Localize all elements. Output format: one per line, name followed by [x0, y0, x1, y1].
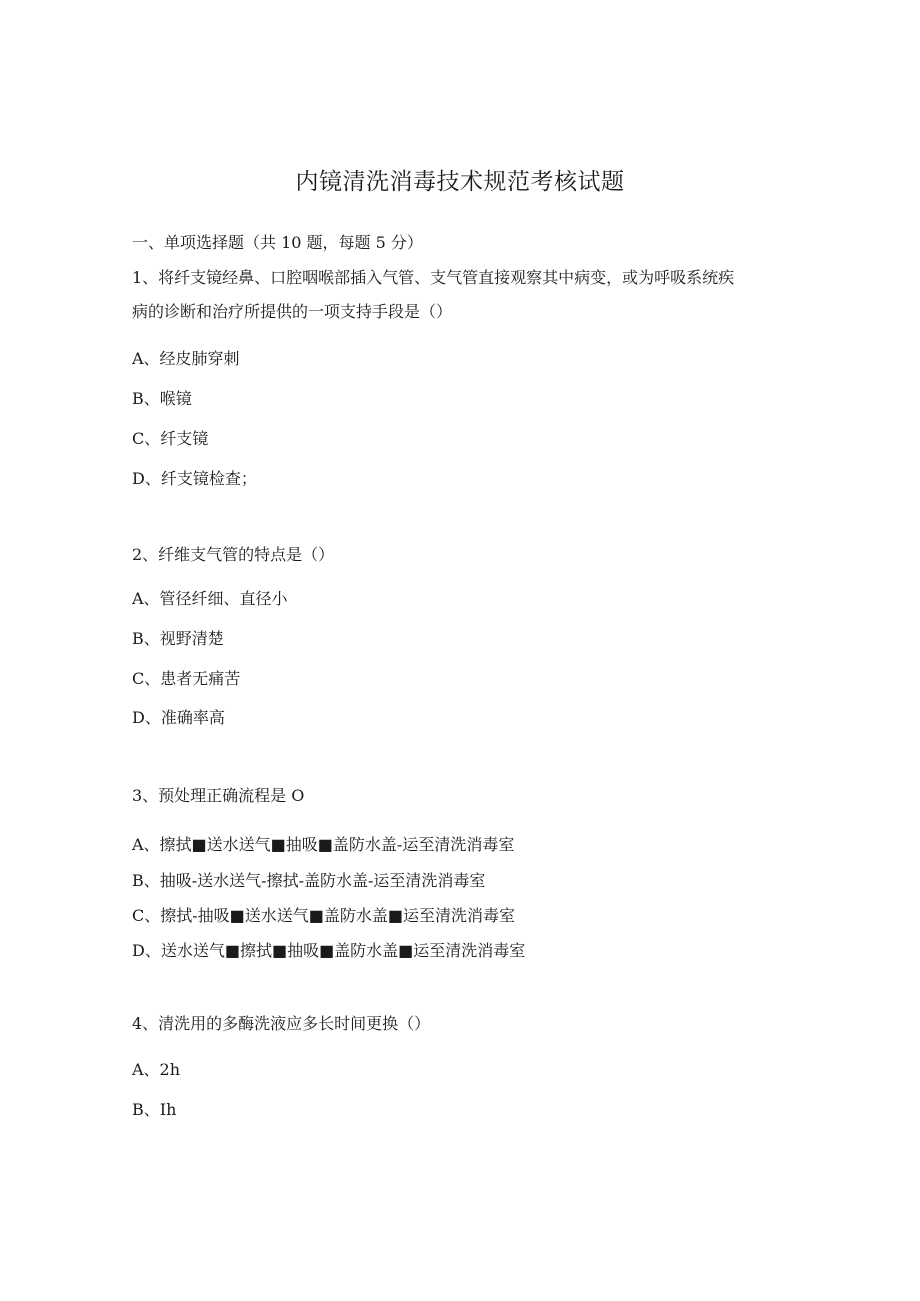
question-2-stem: 2、纤维支气管的特点是（）: [132, 545, 335, 564]
question-2-option-a: A、管径纤细、直径小: [132, 589, 288, 608]
question-4-option-a: A、2h: [132, 1060, 181, 1079]
question-1-option-b: B、喉镜: [132, 389, 192, 408]
question-1-stem-line-2: 病的诊断和治疗所提供的一项支持手段是（）: [132, 302, 453, 321]
question-2-option-d: D、准确率高: [132, 708, 225, 727]
question-3-option-a: A、擦拭■送水送气■抽吸■盖防水盖-运至清洗消毒室: [132, 835, 515, 854]
question-2-option-c: C、患者无痛苦: [132, 669, 241, 688]
question-4-option-b: B、Ih: [132, 1100, 177, 1119]
question-1-option-c: C、纤支镜: [132, 429, 209, 448]
document-title: 内镜清洗消毒技术规范考核试题: [295, 169, 625, 195]
question-1-option-d: D、纤支镜检查；: [132, 469, 257, 488]
question-2-option-b: B、视野清楚: [132, 629, 224, 648]
question-1-option-a: A、经皮肺穿刺: [132, 349, 240, 368]
section-heading: 一、单项选择题（共 10 题，每题 5 分）: [132, 233, 423, 252]
question-3-option-d: D、送水送气■擦拭■抽吸■盖防水盖■运至清洗消毒室: [132, 941, 526, 960]
question-1-stem-line-1: 1、将纤支镜经鼻、口腔咽喉部插入气管、支气管直接观察其中病变，或为呼吸系统疾: [132, 268, 735, 287]
question-3-option-c: C、擦拭-抽吸■送水送气■盖防水盖■运至清洗消毒室: [132, 906, 516, 925]
question-3-option-b: B、抽吸-送水送气-擦拭-盖防水盖-运至清洗消毒室: [132, 871, 486, 890]
question-3-stem: 3、预处理正确流程是 O: [132, 786, 305, 805]
question-4-stem: 4、清洗用的多酶洗液应多长时间更换（）: [132, 1014, 431, 1033]
